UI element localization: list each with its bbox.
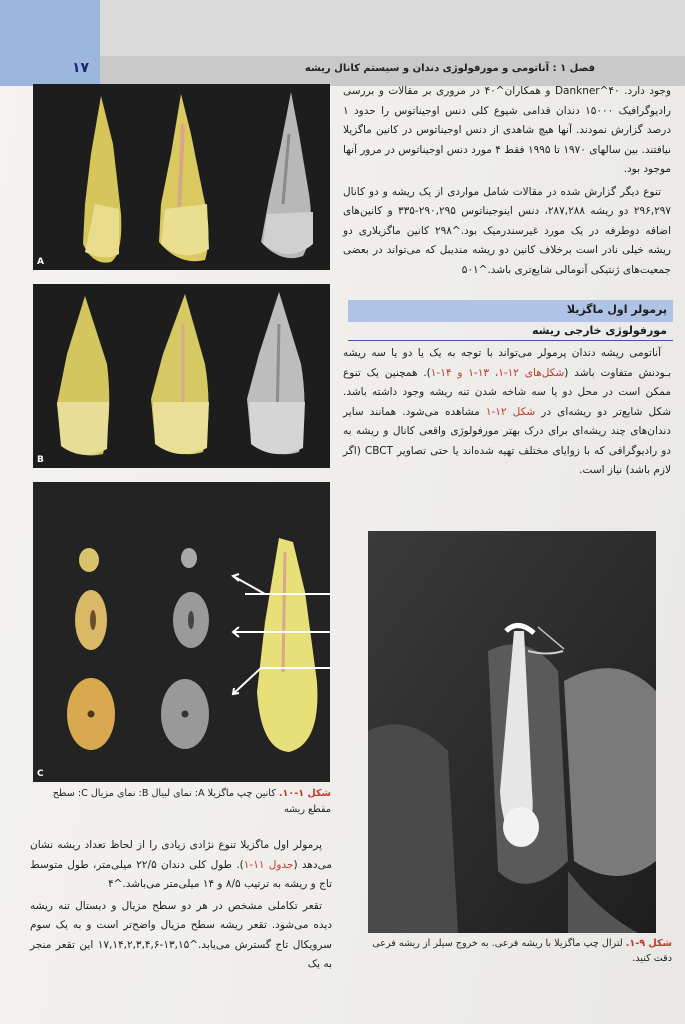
caption-label: شکل ۹-۱. bbox=[625, 938, 672, 949]
text-run: آناتومی ریشه دندان پرمولر می‌تواند با توجه به یک یا دو یا سه ریشه بـودنش متفاوت باشد ( bbox=[343, 347, 672, 379]
figure-reference: شکل ۱۲-۱ bbox=[485, 405, 536, 418]
subsection-heading: مورفولوژی خارجی ریشه bbox=[348, 322, 673, 341]
caption-text: لترال چپ ماگزیلا با ریشه فرعی. به خروج سیلر از ریشه فرعی دقت کنید. bbox=[372, 938, 672, 964]
text-run: مشاهده می‌شود. همانند سایر دندان‌های چند ریشه‌ای برای درک بهتر مورفولوژی واقعی کانال و ریشه به دو رادیوگرافی که با زوایای مختلف تهیه شده‌اند یا حتی تصاویر CBCT (اگر لازم باشد) نیاز است. bbox=[343, 405, 671, 476]
paragraph bbox=[30, 836, 332, 895]
figure-reference: شکل‌های ۱۲-۱، ۱۳-۱ و ۱۴-۱ bbox=[430, 366, 565, 379]
radiograph-image bbox=[368, 531, 656, 933]
figure-9-caption bbox=[360, 936, 672, 966]
canine-photos-b bbox=[33, 284, 330, 468]
paragraph bbox=[343, 344, 671, 481]
canine-cross-sections bbox=[33, 482, 330, 782]
canine-photos-a bbox=[33, 84, 330, 270]
figure-9-radiograph bbox=[368, 531, 656, 933]
page-number: ۱۷ bbox=[72, 60, 90, 76]
header-band bbox=[100, 0, 685, 56]
text-run: ). همچنین یک تنوع ممکن است در محل دو یا سه شاخه شدن تنه ریشه وجود داشته باشد. شکل شایع‌تر دو ریشه‌ای در bbox=[343, 366, 672, 418]
text-run: ). طول کلی دندان ۲۲/۵ میلی‌متر، طول متوسط تاج و ریشه به ترتیب ۸/۵ و ۱۴ میلی‌متر می‌باشد.^۴ bbox=[30, 858, 332, 890]
paragraph: تنوع دیگر گزارش شده در مقالات شامل مواردی از یک ریشه و دو کانال ۲۹۶,۲۹۷ دو ریشه ۲۸۷,۲۸۸، دنس اینوجیناتوس ۲۹۰,۲۹۵-۳۳۵ و کانین‌های اضافه دوطرفه در یک مورد غیرسندرمیک بود.^۲۹۸ کانین ماگزیلاری دو ریشه خیلی نادر است برخلاف کانین دو ریشه مندیبل که می‌تواند در بعضی جمعیت‌های ژنتیکی آنومالی شایع‌تری باشد.^۵۰۱ bbox=[343, 185, 672, 276]
paragraph: وجود دارد. Dankner^۴۰ و همکاران^۴۰ در مروری بر مقالات و بررسی رادیوگرافیک ۱۵۰۰۰ دندان قدامی شیوع کلی دنس اوجیناتوس را حدود ۱ درصد گزارش نمودند. آنها هیچ شاهدی از دنس اوجیناتوس در کانین ماگزیلا نیافتند. بین سالهای ۱۹۷۰ تا ۱۹۹۵ فقط ۴ مورد دنس اوجیناتوس در مرور آنها موجود بود. bbox=[343, 85, 672, 175]
caption-text: کانین چپ ماگزیلا A: نمای لبیال B: نمای مزیال C: سطح مقطع ریشه bbox=[52, 788, 331, 815]
table-reference: جدول ۱۱-۱ bbox=[243, 858, 294, 871]
figure-10-caption bbox=[33, 786, 331, 818]
panel-label: C bbox=[37, 769, 44, 779]
panel-label: B bbox=[37, 455, 44, 465]
chapter-title: فصل ۱ : آناتومی و مورفولوژی دندان و سیستم کانال ریشه bbox=[304, 63, 595, 74]
left-column-text bbox=[30, 836, 332, 975]
figure-10-panel-c bbox=[33, 482, 330, 782]
panel-label: A bbox=[37, 257, 44, 267]
figure-10-panel-a bbox=[33, 84, 330, 270]
section-heading: پرمولر اول ماگزیلا bbox=[348, 300, 673, 322]
caption-label: شکل ۱-۱۰. bbox=[278, 788, 331, 799]
text-run: پرمولر اول ماگزیلا تنوع نژادی زیادی را از لحاظ تعداد ریشه نشان می‌دهد ( bbox=[30, 839, 332, 871]
right-column-text-bottom bbox=[343, 344, 671, 481]
right-column-text-top bbox=[343, 82, 671, 280]
figure-10-panel-b bbox=[33, 284, 330, 468]
paragraph: تقعر تکاملی مشخص در هر دو سطح مزیال و دیستال تنه ریشه دیده می‌شود. تقعر ریشه سطح مزیال واضح‌تر است و به یک سوم سرویکال تاج گسترش می‌یابد.^۱۳,۱۵-۱۷,۱۴,۲,۳,۴,۶ این تقعر منجر به یک bbox=[30, 899, 332, 970]
